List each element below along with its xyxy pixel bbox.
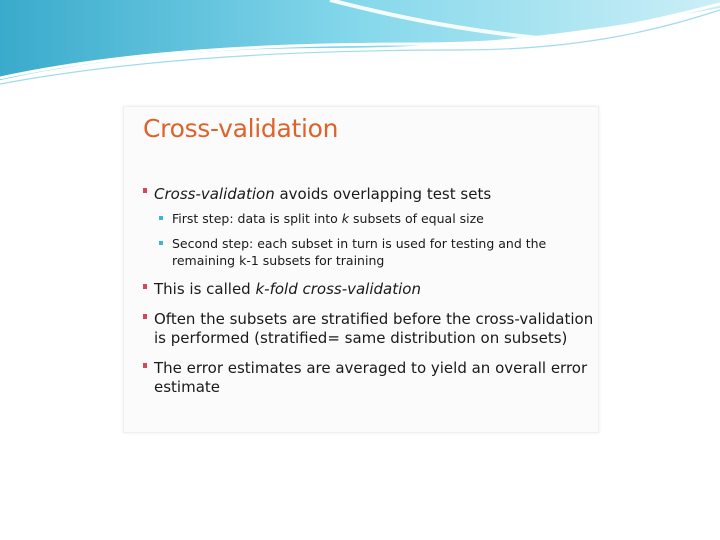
bullet-text-italic: Cross-validation bbox=[154, 185, 275, 203]
slide-title: Cross-validation bbox=[143, 114, 339, 143]
bullet-marker bbox=[143, 363, 147, 368]
sub-bullet-second-step bbox=[172, 236, 546, 252]
bullet-stratified-continued: is performed (stratified= same distribution on subsets) bbox=[154, 329, 568, 347]
sub-bullet-second-step-continued: remaining k-1 subsets for training bbox=[172, 253, 385, 268]
bullet-text: avoids overlapping test sets bbox=[274, 185, 492, 203]
bullet-marker bbox=[143, 314, 147, 319]
bullet-marker bbox=[143, 188, 147, 193]
sub-bullet-marker bbox=[159, 216, 163, 220]
bullet-text-italic: k-fold cross-validation bbox=[255, 280, 421, 298]
bullet-cross-validation bbox=[154, 184, 491, 204]
sub-bullet-first-step bbox=[172, 211, 484, 227]
bullet-k-fold bbox=[154, 279, 421, 299]
decorative-wave-banner bbox=[0, 0, 720, 90]
bullet-error-estimates: The error estimates are averaged to yield an overall error bbox=[154, 359, 588, 377]
sub-bullet-text: Second step: each subset in turn is used for testing and the bbox=[172, 236, 547, 251]
bullet-marker bbox=[143, 284, 147, 289]
bullet-text: This is called bbox=[154, 280, 256, 298]
sub-bullet-text: subsets of equal size bbox=[349, 211, 484, 226]
bullet-stratified: Often the subsets are stratified before the cross-validation bbox=[154, 310, 594, 328]
sub-bullet-marker bbox=[159, 241, 163, 245]
bullet-error-estimates-continued: estimate bbox=[154, 378, 221, 396]
sub-bullet-text-italic: k bbox=[341, 211, 350, 226]
sub-bullet-text: First step: data is split into bbox=[172, 211, 342, 226]
